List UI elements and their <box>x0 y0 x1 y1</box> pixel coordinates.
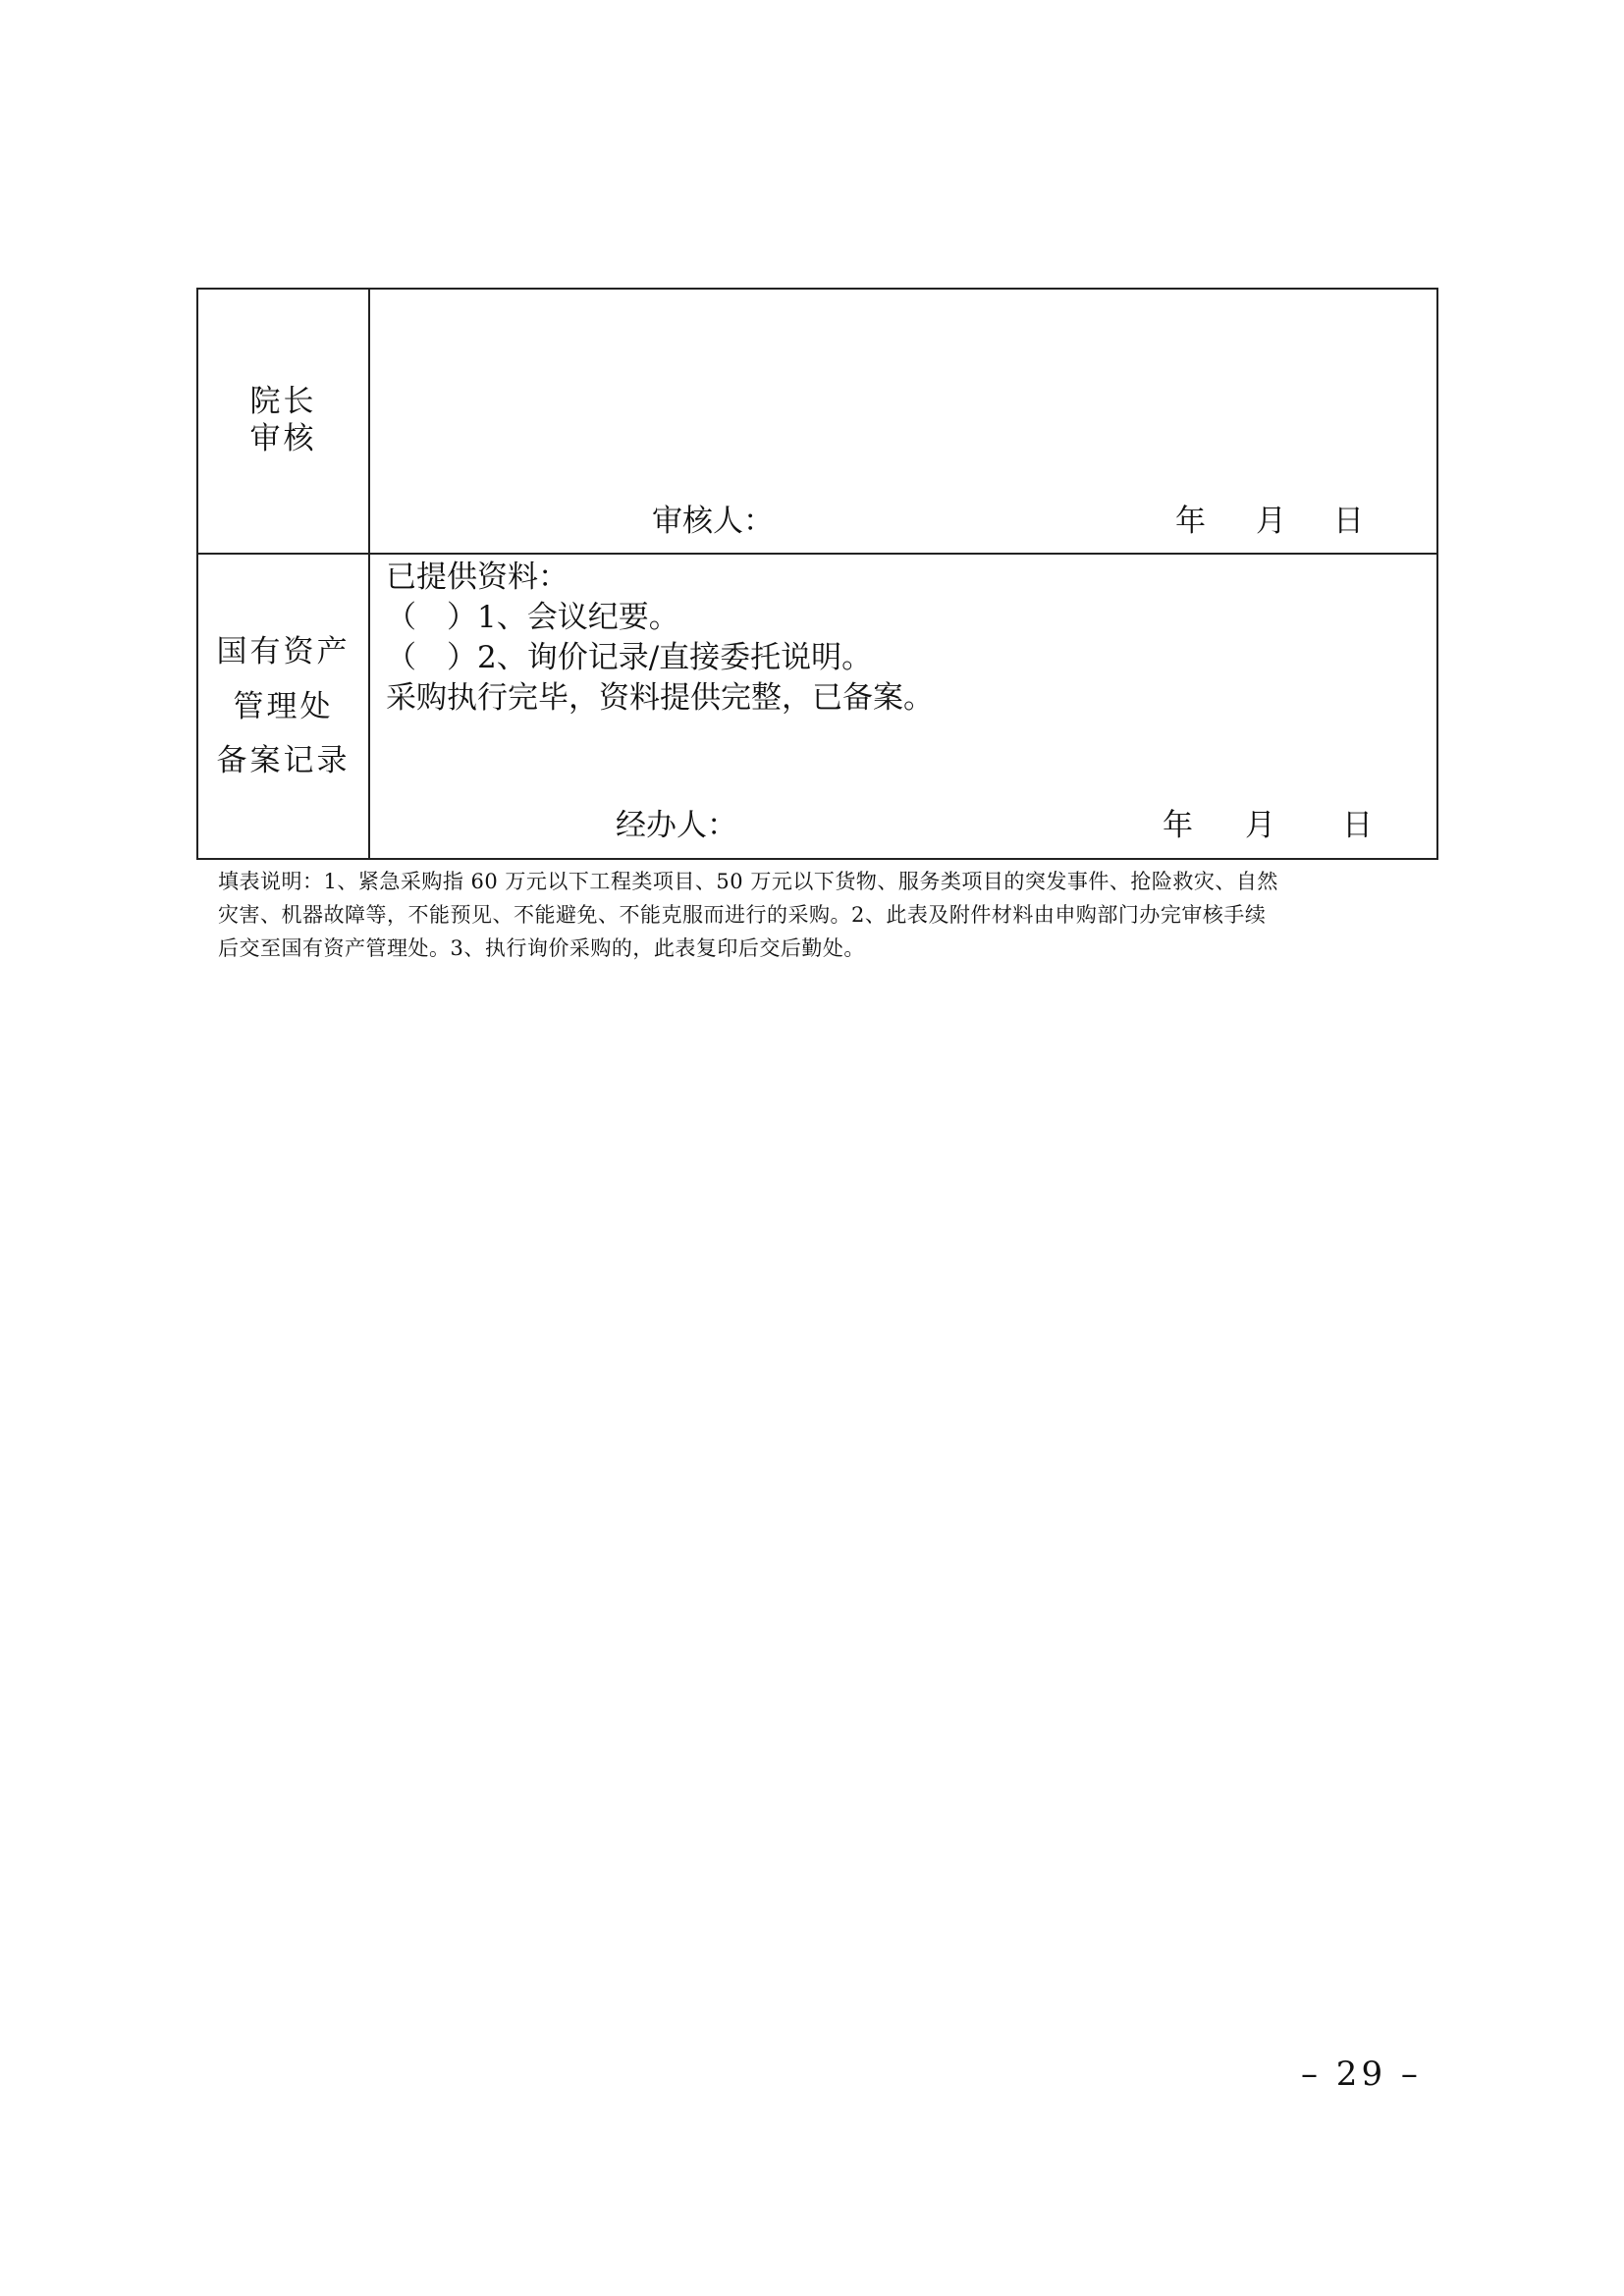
handler-signature-label: 经办人： <box>616 808 737 843</box>
president-review-row <box>198 290 1436 555</box>
asset-office-label-cell <box>198 555 370 860</box>
president-review-label-cell <box>198 290 370 553</box>
material-item-meeting-minutes: （ ）1、会议纪要。 <box>386 600 679 635</box>
reviewer-signature-label: 审核人： <box>652 504 774 539</box>
review-date-month: 月 <box>1256 504 1286 539</box>
review-date-year: 年 <box>1175 504 1206 539</box>
asset-office-content-cell <box>370 555 1436 860</box>
page-number: – 29 – <box>1301 2055 1422 2094</box>
approval-form-table <box>196 288 1438 860</box>
form-instructions <box>218 865 1440 965</box>
asset-office-record-row <box>198 555 1436 860</box>
record-date-year: 年 <box>1163 808 1193 843</box>
provided-materials-heading: 已提供资料： <box>386 560 568 595</box>
filing-statement: 采购执行完毕，资料提供完整，已备案。 <box>386 680 934 716</box>
president-review-content-cell <box>370 290 1436 553</box>
president-review-label-line2: 审核 <box>249 421 317 456</box>
review-date-day: 日 <box>1333 504 1364 539</box>
asset-office-label-line3: 备案记录 <box>216 743 351 778</box>
form-instructions-line1: 填表说明：1、紧急采购指 60 万元以下工程类项目、50 万元以下货物、服务类项目的突发事件、抢险救灾、自然 <box>218 870 1278 893</box>
form-instructions-line3: 后交至国有资产管理处。3、执行询价采购的，此表复印后交后勤处。 <box>218 936 865 960</box>
record-date-month: 月 <box>1245 808 1275 843</box>
material-item-inquiry-record: （ ）2、询价记录/直接委托说明。 <box>386 640 873 675</box>
asset-office-label-line1: 国有资产 <box>216 634 351 669</box>
president-review-label-line1: 院长 <box>249 384 317 419</box>
asset-office-label-line2: 管理处 <box>233 689 334 724</box>
form-instructions-line2: 灾害、机器故障等，不能预见、不能避免、不能克服而进行的采购。2、此表及附件材料由申购部门办完审核手续 <box>218 903 1267 927</box>
record-date-day: 日 <box>1342 808 1373 843</box>
